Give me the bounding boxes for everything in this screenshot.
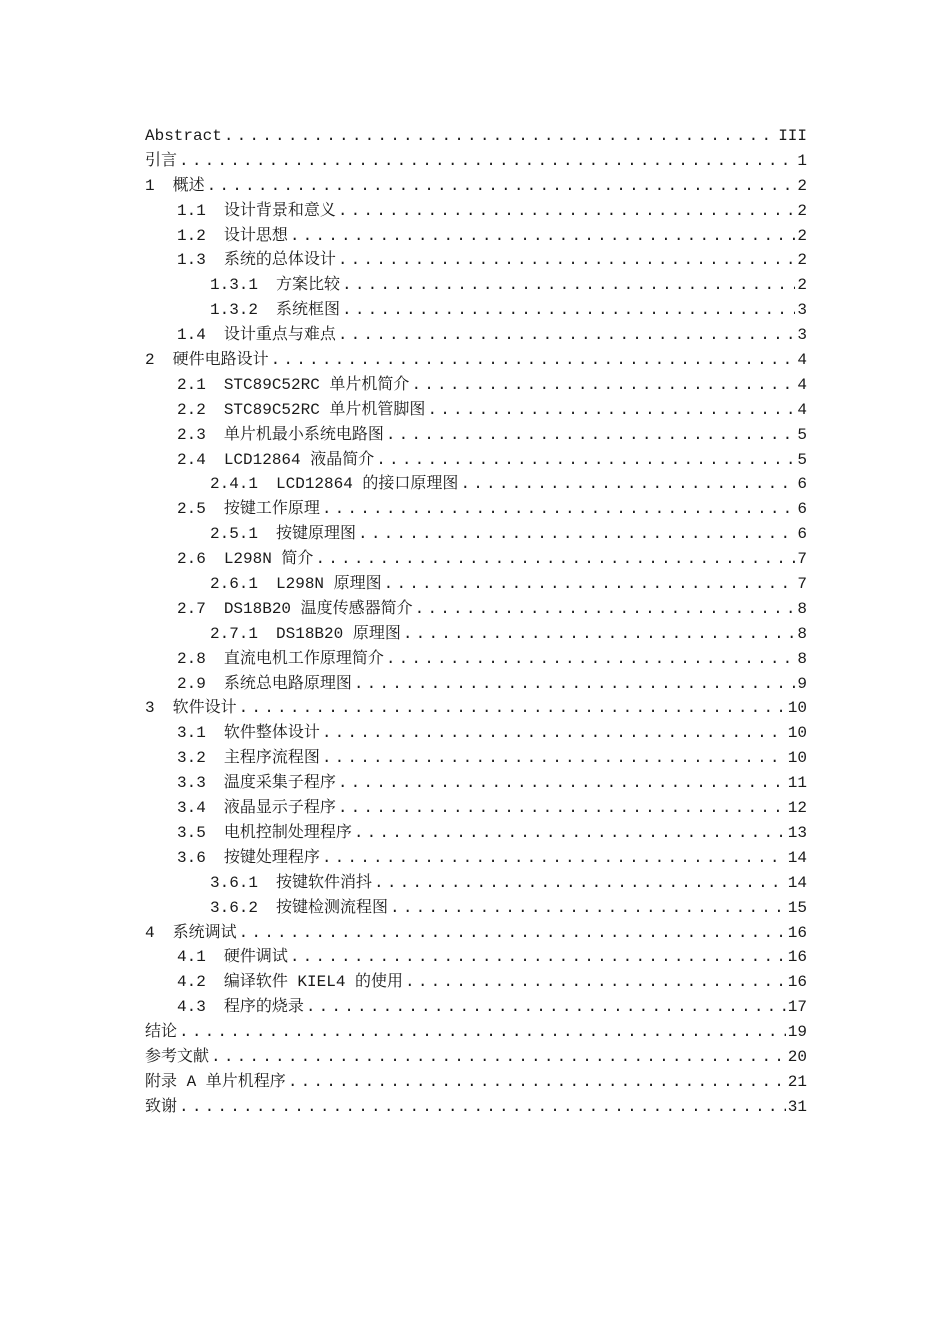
toc-entry[interactable] <box>145 572 807 597</box>
toc-entry-page-number: 16 <box>787 923 807 942</box>
toc-leader-dots <box>322 846 786 871</box>
toc-leader-dots <box>338 771 786 796</box>
toc-entry-page-number: 17 <box>787 998 807 1017</box>
toc-entry-page-number: 31 <box>787 1097 807 1116</box>
toc-entry-page-number: 8 <box>797 649 807 668</box>
toc-entry-number: 2.2 <box>177 400 206 419</box>
toc-entry-title: 直流电机工作原理简介 <box>223 649 384 668</box>
toc-leader-dots <box>358 522 795 547</box>
toc-entry-page-number: 4 <box>797 351 807 370</box>
toc-entry-number: 3.3 <box>177 774 206 793</box>
toc-entry-title: 软件整体设计 <box>223 724 320 743</box>
toc-entry-title: 附录 A 单片机程序 <box>145 1072 286 1091</box>
toc-entry-page-number: 14 <box>787 873 807 892</box>
toc-leader-dots <box>271 348 796 373</box>
toc-leader-dots <box>384 572 796 597</box>
toc-entry-page-number: 14 <box>787 848 807 867</box>
toc-leader-dots <box>354 821 786 846</box>
toc-leader-dots <box>322 746 786 771</box>
toc-entry[interactable] <box>145 672 807 697</box>
toc-entry-page-number: 3 <box>797 326 807 345</box>
toc-entry[interactable] <box>145 448 807 473</box>
toc-entry-title: 主程序流程图 <box>223 749 320 768</box>
toc-entry-page-number: 20 <box>787 1047 807 1066</box>
toc-entry[interactable] <box>145 597 807 622</box>
toc-leader-dots <box>338 796 786 821</box>
toc-leader-dots <box>315 547 795 572</box>
toc-entry[interactable] <box>145 348 807 373</box>
toc-leader-dots <box>290 945 786 970</box>
toc-leader-dots <box>239 696 786 721</box>
toc-entry[interactable] <box>145 921 807 946</box>
toc-entry[interactable] <box>145 696 807 721</box>
toc-leader-dots <box>179 149 795 174</box>
toc-entry-title: 程序的烧录 <box>223 998 304 1017</box>
toc-entry-number: 2.7.1 <box>210 624 259 643</box>
toc-entry-number: 4.3 <box>177 998 206 1017</box>
toc-entry-title: 按键原理图 <box>276 525 357 544</box>
toc-entry-number: 4.2 <box>177 973 206 992</box>
toc-entry-number: 2.7 <box>177 599 206 618</box>
toc-leader-dots <box>338 199 796 224</box>
toc-entry-page-number: 6 <box>797 475 807 494</box>
toc-entry-title: 引言 <box>145 151 178 170</box>
toc-entry-page-number: 16 <box>787 973 807 992</box>
toc-entry-page-number: 8 <box>797 624 807 643</box>
toc-entry[interactable] <box>145 497 807 522</box>
toc-leader-dots <box>460 472 795 497</box>
toc-entry-page-number: 7 <box>797 575 807 594</box>
toc-entry-title: L298N 简介 <box>223 550 314 569</box>
toc-leader-dots <box>179 1020 786 1045</box>
toc-entry-title: 结论 <box>145 1023 178 1042</box>
toc-leader-dots <box>322 721 786 746</box>
toc-entry[interactable] <box>145 1045 807 1070</box>
toc-leader-dots <box>288 1070 786 1095</box>
toc-entry[interactable] <box>145 298 807 323</box>
toc-entry-title: 硬件电路设计 <box>172 351 269 370</box>
toc-entry-number: 1 <box>145 176 155 195</box>
toc-entry-number: 2.6.1 <box>210 575 259 594</box>
toc-entry-number: 2.5 <box>177 500 206 519</box>
toc-entry-number: 3 <box>145 699 155 718</box>
toc-entry-number: 1.3.1 <box>210 276 259 295</box>
toc-entry-page-number: 15 <box>787 898 807 917</box>
toc-entry[interactable] <box>145 622 807 647</box>
toc-entry-title: 按键软件消抖 <box>276 873 373 892</box>
toc-entry-page-number: 9 <box>797 674 807 693</box>
toc-leader-dots <box>342 298 795 323</box>
toc-entry-title: 致谢 <box>145 1097 178 1116</box>
toc-leader-dots <box>290 224 796 249</box>
toc-leader-dots <box>386 647 796 672</box>
toc-entry-number: 3.5 <box>177 823 206 842</box>
toc-leader-dots <box>354 672 796 697</box>
toc-entry-title: L298N 原理图 <box>276 575 382 594</box>
toc-entry-number: 2.6 <box>177 550 206 569</box>
toc-entry-page-number: 11 <box>787 774 807 793</box>
toc-entry-number: 1.3 <box>177 251 206 270</box>
toc-leader-dots <box>376 448 795 473</box>
toc-entry-page-number: 19 <box>787 1023 807 1042</box>
toc-entry[interactable] <box>145 373 807 398</box>
toc-entry-title: 温度采集子程序 <box>223 774 336 793</box>
toc-entry-number: 2.8 <box>177 649 206 668</box>
toc-entry-page-number: 13 <box>787 823 807 842</box>
toc-leader-dots <box>374 871 786 896</box>
toc-entry-title: 方案比较 <box>276 276 341 295</box>
toc-entry-page-number: 6 <box>797 525 807 544</box>
toc-entry-title: 按键处理程序 <box>223 848 320 867</box>
toc-entry-title: 设计背景和意义 <box>223 201 336 220</box>
toc-entry-page-number: 3 <box>797 301 807 320</box>
toc-entry-page-number: 4 <box>797 375 807 394</box>
toc-leader-dots <box>239 921 786 946</box>
toc-entry-number: 3.6 <box>177 848 206 867</box>
toc-entry-title: 参考文献 <box>145 1047 210 1066</box>
toc-entry-title: STC89C52RC 单片机简介 <box>223 375 410 394</box>
toc-entry-page-number: 2 <box>797 276 807 295</box>
toc-entry-title: 单片机最小系统电路图 <box>223 425 384 444</box>
toc-leader-dots <box>207 174 796 199</box>
toc-entry-title: 系统总电路原理图 <box>223 674 352 693</box>
toc-entry-page-number: 8 <box>797 599 807 618</box>
toc-entry-number: 2.5.1 <box>210 525 259 544</box>
toc-entry[interactable] <box>145 771 807 796</box>
toc-entry[interactable] <box>145 1095 807 1120</box>
toc-entry-number: 3.6.2 <box>210 898 259 917</box>
toc-entry[interactable] <box>145 647 807 672</box>
toc-entry-title: 系统调试 <box>172 923 237 942</box>
toc-entry-number: 2.3 <box>177 425 206 444</box>
toc-entry-page-number: 10 <box>787 699 807 718</box>
toc-entry-page-number: III <box>778 127 807 145</box>
toc-entry-number: 4.1 <box>177 948 206 967</box>
toc-entry-number: 1.4 <box>177 326 206 345</box>
toc-entry[interactable] <box>145 124 807 149</box>
toc-entry-number: 3.2 <box>177 749 206 768</box>
toc-entry[interactable] <box>145 970 807 995</box>
toc-entry-title: DS18B20 原理图 <box>276 624 401 643</box>
toc-leader-dots <box>211 1045 786 1070</box>
toc-leader-dots <box>405 970 786 995</box>
toc-entry-title: 按键检测流程图 <box>276 898 389 917</box>
toc-entry-number: 3.6.1 <box>210 873 259 892</box>
toc-leader-dots <box>411 373 795 398</box>
toc-leader-dots <box>403 622 796 647</box>
toc-entry[interactable] <box>145 821 807 846</box>
toc-entry[interactable] <box>145 871 807 896</box>
toc-entry[interactable] <box>145 224 807 249</box>
toc-entry-number: 4 <box>145 923 155 942</box>
toc-entry-title: LCD12864 液晶简介 <box>223 450 375 469</box>
toc-entry-title: 设计重点与难点 <box>223 326 336 345</box>
toc-entry-title: 系统的总体设计 <box>223 251 336 270</box>
toc-entry-title: 软件设计 <box>172 699 237 718</box>
toc-entry-page-number: 7 <box>797 550 807 569</box>
toc-entry[interactable] <box>145 746 807 771</box>
toc-entry-title: DS18B20 温度传感器简介 <box>223 599 413 618</box>
toc-entry-page-number: 12 <box>787 799 807 818</box>
toc-entry-title: 硬件调试 <box>223 948 288 967</box>
toc-entry-number: 2.1 <box>177 375 206 394</box>
toc-entry-number: 2.4.1 <box>210 475 259 494</box>
toc-entry-title: 概述 <box>172 176 205 195</box>
toc-entry[interactable] <box>145 199 807 224</box>
toc-entry[interactable] <box>145 1020 807 1045</box>
toc-entry-title: 设计思想 <box>223 226 288 245</box>
toc-entry[interactable] <box>145 248 807 273</box>
toc-entry-number: 3.1 <box>177 724 206 743</box>
toc-entry-page-number: 10 <box>787 749 807 768</box>
toc-leader-dots <box>338 248 796 273</box>
toc-entry-number: 2.9 <box>177 674 206 693</box>
toc-entry[interactable] <box>145 273 807 298</box>
toc-entry-page-number: 2 <box>797 201 807 220</box>
toc-entry[interactable] <box>145 174 807 199</box>
toc-entry-page-number: 10 <box>787 724 807 743</box>
toc-leader-dots <box>390 896 786 921</box>
toc-entry-title: STC89C52RC 单片机管脚图 <box>223 400 426 419</box>
toc-entry-page-number: 4 <box>797 400 807 419</box>
toc-entry-number: 1.2 <box>177 226 206 245</box>
toc-entry-number: 2.4 <box>177 450 206 469</box>
toc-entry-page-number: 6 <box>797 500 807 519</box>
toc-leader-dots <box>342 273 795 298</box>
toc-entry-number: 3.4 <box>177 799 206 818</box>
toc-entry-number: 1.1 <box>177 201 206 220</box>
toc-entry-page-number: 1 <box>797 151 807 170</box>
toc-entry[interactable] <box>145 995 807 1020</box>
toc-leader-dots <box>427 398 795 423</box>
toc-entry[interactable] <box>145 896 807 921</box>
toc-entry[interactable] <box>145 547 807 572</box>
toc-entry[interactable] <box>145 522 807 547</box>
toc-entry[interactable] <box>145 721 807 746</box>
toc-entry[interactable] <box>145 1070 807 1095</box>
toc-entry-page-number: 21 <box>787 1072 807 1091</box>
toc-entry-number: 1.3.2 <box>210 301 259 320</box>
toc-leader-dots <box>224 124 776 149</box>
toc-entry[interactable] <box>145 323 807 348</box>
toc-entry-title: 编译软件 KIEL4 的使用 <box>223 973 404 992</box>
toc-entry-title: Abstract <box>145 127 222 145</box>
toc-leader-dots <box>322 497 796 522</box>
toc-entry[interactable] <box>145 796 807 821</box>
toc-entry-page-number: 2 <box>797 176 807 195</box>
toc-entry[interactable] <box>145 846 807 871</box>
toc-leader-dots <box>415 597 796 622</box>
toc-entry[interactable] <box>145 945 807 970</box>
toc-leader-dots <box>338 323 796 348</box>
toc-entry-title: 液晶显示子程序 <box>223 799 336 818</box>
toc-entry-title: 系统框图 <box>276 301 341 320</box>
toc-entry-number: 2 <box>145 351 155 370</box>
toc-entry[interactable] <box>145 398 807 423</box>
toc-entry-title: 电机控制处理程序 <box>223 823 352 842</box>
table-of-contents <box>145 124 807 1120</box>
toc-entry-title: 按键工作原理 <box>223 500 320 519</box>
toc-entry[interactable] <box>145 149 807 174</box>
toc-entry-page-number: 2 <box>797 251 807 270</box>
toc-entry-page-number: 2 <box>797 226 807 245</box>
toc-leader-dots <box>386 423 796 448</box>
toc-leader-dots <box>179 1095 786 1120</box>
toc-entry-page-number: 5 <box>797 425 807 444</box>
toc-entry[interactable] <box>145 472 807 497</box>
toc-entry-page-number: 16 <box>787 948 807 967</box>
toc-entry-page-number: 5 <box>797 450 807 469</box>
toc-entry[interactable] <box>145 423 807 448</box>
toc-entry-title: LCD12864 的接口原理图 <box>276 475 459 494</box>
toc-leader-dots <box>306 995 786 1020</box>
